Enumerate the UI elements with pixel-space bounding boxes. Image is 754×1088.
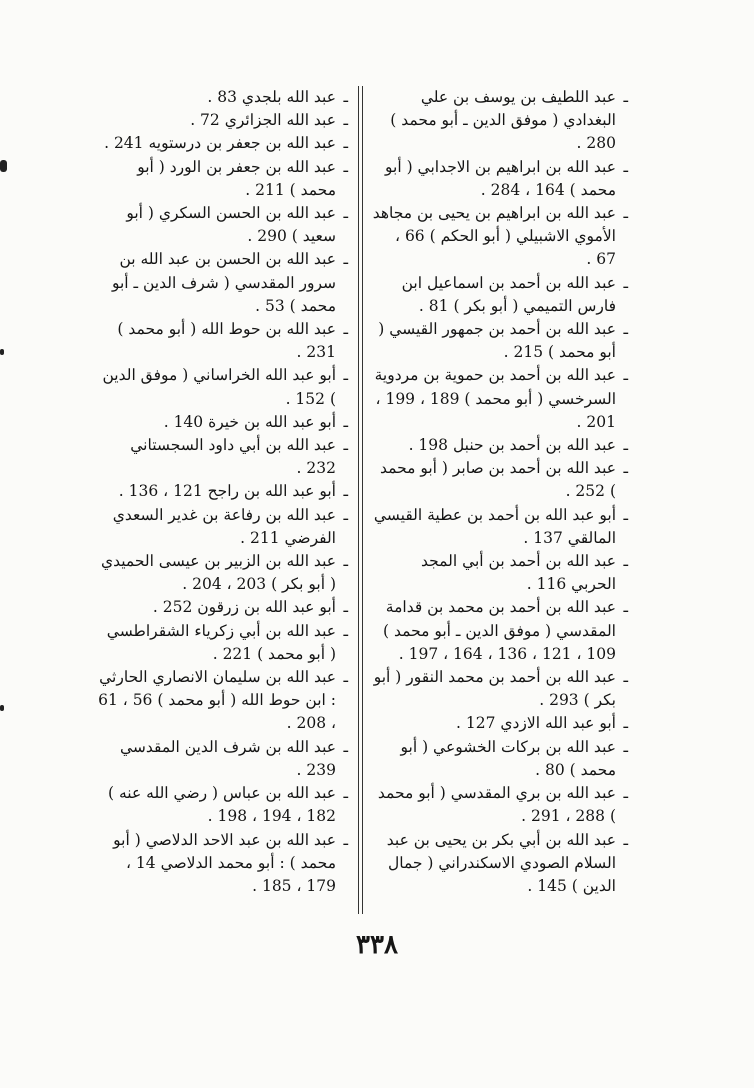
entry-text: عبد الله بن عبد الاحد الدلاصي ( أبو محمد ) : أبو محمد الدلاصي 14 ، 179 ، 185 . xyxy=(113,830,336,895)
margin-mark xyxy=(0,349,4,355)
entry-dash: ـ xyxy=(343,830,348,849)
entry-text: عبد الله بلجدي 83 . xyxy=(207,88,336,106)
entry-text: عبد الله بن رفاعة بن غدير السعدي الفرضي 211 . xyxy=(112,505,336,547)
entry-text: عبد الله بن الحسن بن عبد الله بن سرور المقدسي ( شرف الدين ـ أبو محمد ) 53 . xyxy=(111,250,336,315)
index-entry xyxy=(372,712,628,735)
index-entry xyxy=(98,86,348,109)
column-divider xyxy=(358,86,363,914)
entry-dash: ـ xyxy=(623,273,628,292)
entry-dash: ـ xyxy=(623,737,628,756)
index-entry xyxy=(98,829,348,899)
entry-text: أبو عبد الله بن أحمد بن عطية القيسي المالقي 137 . xyxy=(373,505,616,547)
entry-dash: ـ xyxy=(343,157,348,176)
entry-dash: ـ xyxy=(343,366,348,385)
entry-dash: ـ xyxy=(343,737,348,756)
entry-dash: ـ xyxy=(343,412,348,431)
index-entry xyxy=(98,132,348,155)
entry-dash: ـ xyxy=(343,250,348,269)
entry-dash: ـ xyxy=(623,204,628,223)
entry-text: عبد الله بن أحمد بن محمد النقور ( أبو بكر ) 293 . xyxy=(373,668,616,710)
entry-text: عبد الله بن بركات الخشوعي ( أبو محمد ) 80 . xyxy=(400,737,616,779)
index-entry xyxy=(98,620,348,666)
entry-text: عبد الله بن حوط الله ( أبو محمد ) 231 . xyxy=(117,320,336,362)
entry-text: عبد الله بن أحمد بن حنبل 198 . xyxy=(408,436,616,455)
index-entry xyxy=(98,782,348,828)
index-entry xyxy=(372,829,628,899)
entry-dash: ـ xyxy=(343,621,348,640)
index-entry xyxy=(372,457,628,503)
index-column-right xyxy=(372,86,628,898)
entry-text: عبد الله بن شرف الدين المقدسي 239 . xyxy=(119,737,336,779)
entry-dash: ـ xyxy=(623,714,628,733)
entry-dash: ـ xyxy=(343,482,348,501)
entry-dash: ـ xyxy=(623,784,628,803)
entry-dash: ـ xyxy=(343,111,348,130)
entry-text: عبد الله بن الحسن السكري ( أبو سعيد ) 290 . xyxy=(126,204,336,246)
entry-text: عبد الله بن جعفر بن الورد ( أبو محمد ) 211 . xyxy=(137,157,336,199)
index-entry xyxy=(98,364,348,410)
index-entry xyxy=(98,504,348,550)
index-entry xyxy=(98,318,348,364)
index-entry xyxy=(372,318,628,364)
entry-dash: ـ xyxy=(343,505,348,524)
index-entry xyxy=(372,596,628,666)
entry-text: عبد الله بن ابراهيم بن الاجدابي ( أبو محمد ) 164 ، 284 . xyxy=(385,157,616,199)
entry-text: عبد الله بن الزبير بن عيسى الحميدي ( أبو بكر ) 203 ، 204 . xyxy=(100,552,336,594)
entry-dash: ـ xyxy=(343,204,348,223)
entry-text: أبو عبد الله الخراساني ( موفق الدين ) 152 . xyxy=(102,366,336,408)
entry-text: أبو عبد الله الازدي 127 . xyxy=(456,714,616,733)
index-entry xyxy=(372,782,628,828)
margin-mark xyxy=(0,705,4,711)
page-number: ٣٣٨ xyxy=(356,930,398,960)
entry-dash: ـ xyxy=(343,598,348,617)
index-entry xyxy=(98,736,348,782)
index-entry xyxy=(372,434,628,457)
entry-dash: ـ xyxy=(623,552,628,571)
index-entry xyxy=(98,666,348,736)
entry-text: عبد اللطيف بن يوسف بن علي البغدادي ( موفق الدين ـ أبو محمد ) 280 . xyxy=(390,88,616,153)
index-entry xyxy=(98,411,348,434)
entry-text: أبو عبد الله بن راجح 121 ، 136 . xyxy=(118,482,336,501)
entry-text: عبد الله بن أحمد بن جمهور القيسي ( أبو محمد ) 215 . xyxy=(378,320,616,362)
entry-dash: ـ xyxy=(623,830,628,849)
index-entry xyxy=(98,434,348,480)
entry-dash: ـ xyxy=(623,505,628,524)
entry-text: عبد الله بن جعفر بن درستويه 241 . xyxy=(104,134,336,153)
index-entry xyxy=(372,736,628,782)
margin-mark xyxy=(0,160,7,172)
entry-dash: ـ xyxy=(343,320,348,339)
entry-dash: ـ xyxy=(343,552,348,571)
entry-text: عبد الله بن سليمان الانصاري الحارثي : ابن حوط الله ( أبو محمد ) 56 ، 61 ، 208 . xyxy=(98,668,336,733)
index-entry xyxy=(98,202,348,248)
index-entry xyxy=(372,364,628,434)
entry-dash: ـ xyxy=(623,459,628,478)
index-entry xyxy=(372,202,628,272)
entry-dash: ـ xyxy=(623,598,628,617)
index-entry xyxy=(372,504,628,550)
entry-dash: ـ xyxy=(623,668,628,687)
index-entry xyxy=(98,480,348,503)
index-entry xyxy=(98,109,348,132)
index-entry xyxy=(98,596,348,619)
entry-text: عبد الله بن أبي داود السجستاني 232 . xyxy=(130,436,336,478)
entry-text: عبد الله بن بري المقدسي ( أبو محمد ) 288 ، 291 . xyxy=(377,784,616,826)
entry-text: عبد الله بن أحمد بن صابر ( أبو محمد ) 252 . xyxy=(380,459,616,501)
entry-text: عبد الله بن أبي بكر بن يحيى بن عبد السلام الصودي الاسكندراني ( جمال الدين ) 145 . xyxy=(386,830,616,895)
entry-text: عبد الله بن عباس ( رضي الله عنه ) 182 ، 194 ، 198 . xyxy=(108,784,336,826)
index-entry xyxy=(372,86,628,156)
index-entry xyxy=(98,156,348,202)
entry-text: عبد الله الجزائري 72 . xyxy=(190,111,336,130)
entry-dash: ـ xyxy=(343,436,348,455)
entry-text: عبد الله بن أحمد بن حموية بن مردوية السرخسي ( أبو محمد ) 189 ، 199 ، 201 . xyxy=(374,366,616,431)
entry-text: أبو عبد الله بن خيرة 140 . xyxy=(163,412,336,431)
entry-text: عبد الله بن أبي زكرياء الشقراطسي ( أبو محمد ) 221 . xyxy=(106,621,336,663)
entry-dash: ـ xyxy=(343,668,348,687)
index-column-left xyxy=(98,86,348,898)
entry-dash: ـ xyxy=(623,157,628,176)
entry-dash: ـ xyxy=(623,436,628,455)
index-entry xyxy=(372,156,628,202)
entry-text: عبد الله بن أحمد بن اسماعيل ابن فارس التميمي ( أبو بكر ) 81 . xyxy=(401,273,616,315)
entry-text: عبد الله بن ابراهيم بن يحيى بن مجاهد الأموي الاشبيلي ( أبو الحكم ) 66 ، 67 . xyxy=(372,204,616,269)
entry-dash: ـ xyxy=(623,320,628,339)
index-entry xyxy=(98,550,348,596)
entry-dash: ـ xyxy=(623,88,628,106)
entry-dash: ـ xyxy=(343,88,348,106)
entry-dash: ـ xyxy=(623,366,628,385)
entry-text: أبو عبد الله بن زرقون 252 . xyxy=(152,598,336,617)
index-entry xyxy=(372,550,628,596)
entry-text: عبد الله بن أحمد بن أبي المجد الحربي 116 . xyxy=(421,552,616,594)
entry-dash: ـ xyxy=(343,134,348,153)
index-entry xyxy=(372,272,628,318)
index-entry xyxy=(372,666,628,712)
entry-dash: ـ xyxy=(343,784,348,803)
entry-text: عبد الله بن أحمد بن محمد بن قدامة المقدسي ( موفق الدين ـ أبو محمد ) 109 ، 121 ، 136 ، 164 ، 197 . xyxy=(383,598,616,663)
index-entry xyxy=(98,248,348,318)
